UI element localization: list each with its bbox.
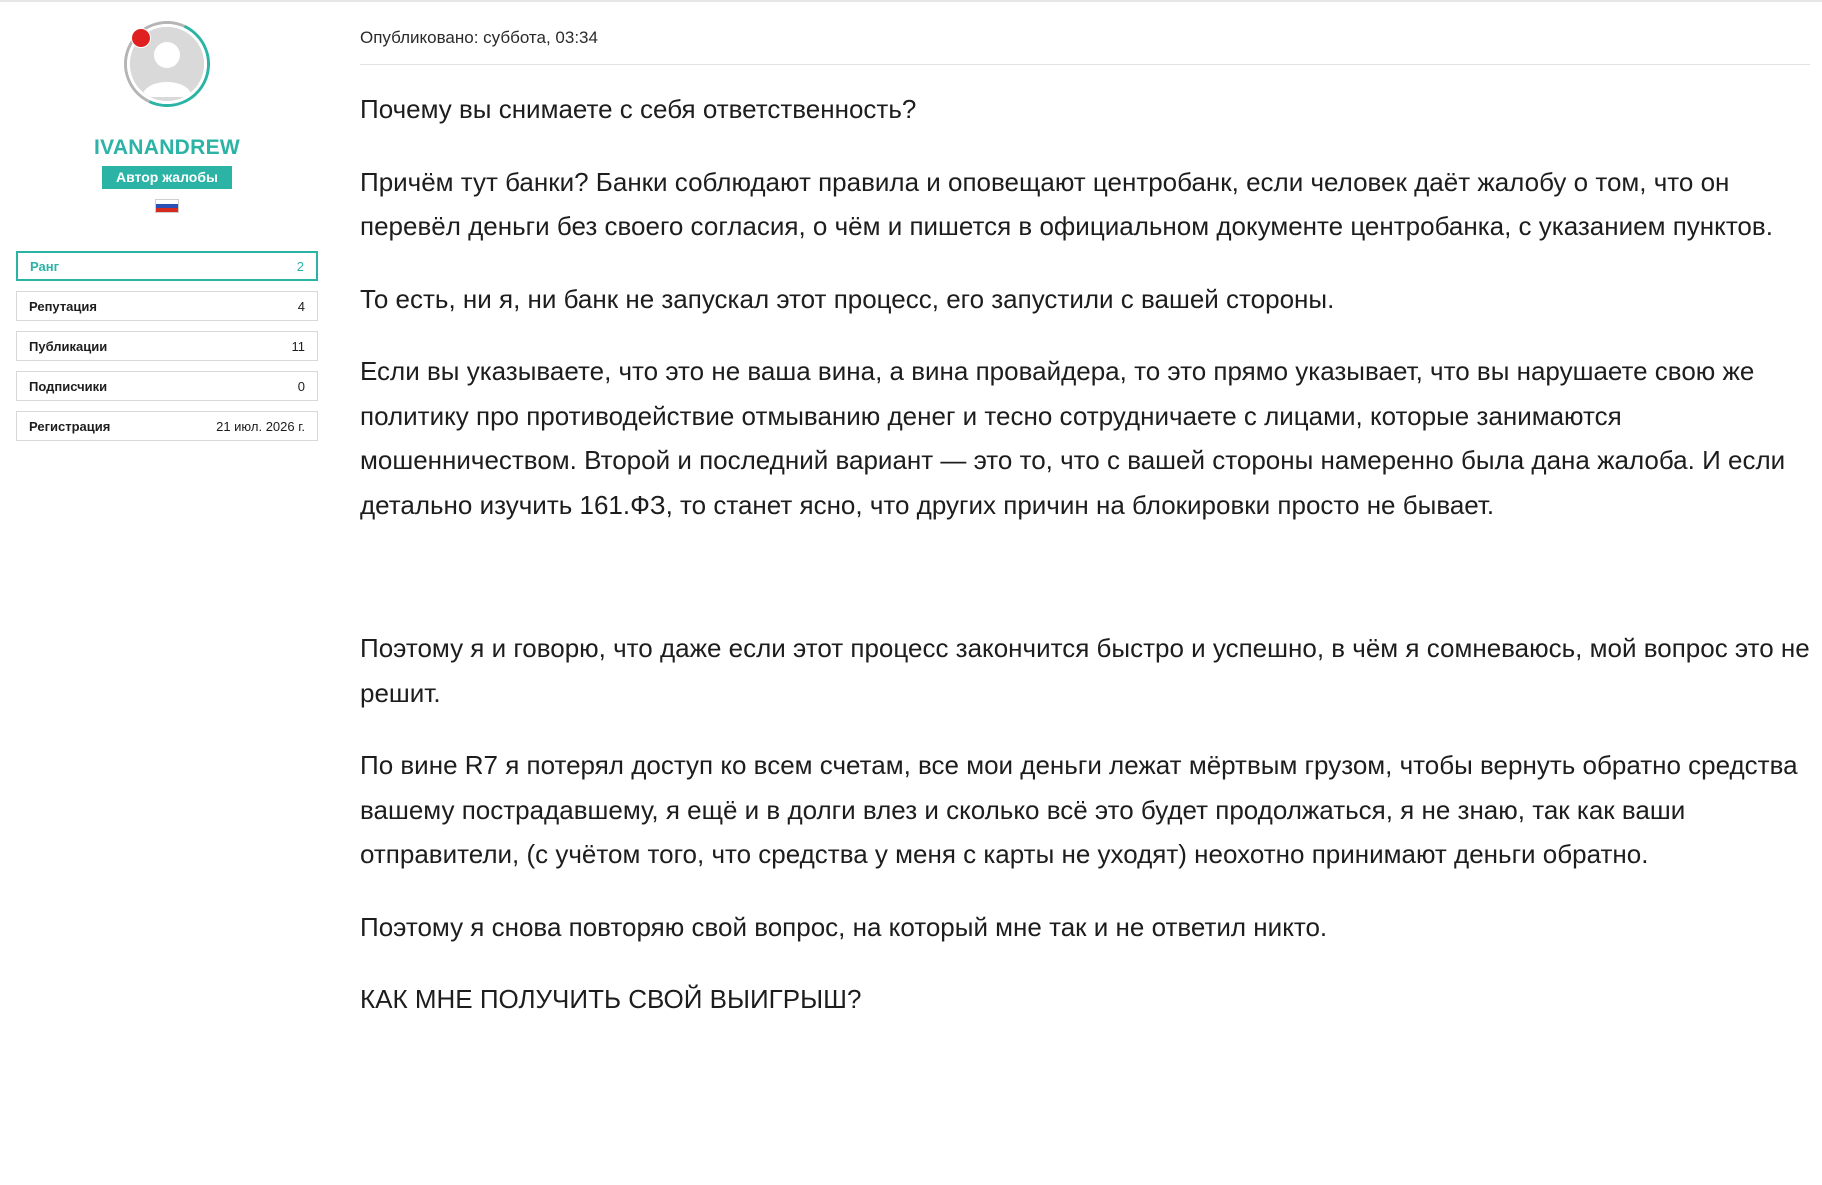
post-paragraph: Поэтому я и говорю, что даже если этот процесс закончится быстро и успешно, в чём я сомневаюсь, мой вопрос это не решит. xyxy=(360,633,1810,708)
stat-value: 0 xyxy=(297,378,305,394)
author-stats xyxy=(16,251,318,441)
stat-value: 11 xyxy=(291,338,305,354)
stat-value: 4 xyxy=(297,298,305,314)
role-badge: Автор жалобы xyxy=(102,166,232,189)
post-paragraph: То есть, ни я, ни банк не запускал этот процесс, его запустили с вашей стороны. xyxy=(360,283,1335,314)
stat-reputation xyxy=(16,291,318,321)
post-paragraph: По вине R7 я потерял доступ ко всем счетам, все мои деньги лежат мёртвым грузом, чтобы вернуть обратно средства вашему пострадавшему, я ещё и в долги влез и сколько всё это будет продолжаться, я не знаю, так как ваши отправители, (с учётом того, что средства у меня с карты не уходят) неохотно принимают деньги обратно. xyxy=(360,750,1798,869)
author-sidebar xyxy=(16,2,318,451)
russia-flag-icon xyxy=(155,199,179,213)
stat-label: Репутация xyxy=(29,298,97,314)
post-paragraph: Причём тут банки? Банки соблюдают правила и оповещают центробанк, если человек даёт жалобу о том, что он перевёл деньги без своего согласия, о чём и пишется в официальном документе центробанка, с указанием пунктов. xyxy=(360,166,1773,241)
post-content xyxy=(360,2,1810,1022)
post-paragraph: КАК МНЕ ПОЛУЧИТЬ СВОЙ ВЫИГРЫШ? xyxy=(360,984,862,1014)
stat-label: Подписчики xyxy=(29,378,108,394)
stat-value: 21 июл. 2026 г. xyxy=(216,418,305,434)
stat-label: Публикации xyxy=(29,338,108,354)
post-paragraph: Поэтому я снова повторяю свой вопрос, на который мне так и не ответил никто. xyxy=(360,911,1328,942)
author-username[interactable]: IVANANDREW xyxy=(93,136,241,159)
post-published-date: Опубликовано: суббота, 03:34 xyxy=(360,28,1810,65)
stat-publications xyxy=(16,331,318,361)
stat-label: Регистрация xyxy=(29,418,111,434)
post-body xyxy=(360,87,1810,1022)
online-status-icon xyxy=(131,28,151,48)
avatar[interactable] xyxy=(127,24,207,104)
stat-label: Ранг xyxy=(30,258,59,274)
stat-value: 2 xyxy=(296,258,304,274)
stat-followers xyxy=(16,371,318,401)
stat-rank xyxy=(16,251,318,281)
post-paragraph: Если вы указываете, что это не ваша вина, а вина провайдера, то это прямо указывает, что вы нарушаете свою же политику про противодействие отмыванию денег и тесно сотрудничаете с лицами, которые занимаются мошенничеством. Второй и последний вариант — это то, что с вашей стороны намеренно была дана жалоба. И если детально изучить 161.ФЗ, то станет ясно, что других причин на блокировки просто не бывает. xyxy=(360,356,1786,520)
stat-registration xyxy=(16,411,318,441)
post-paragraph: Почему вы снимаете с себя ответственность? xyxy=(360,94,917,124)
